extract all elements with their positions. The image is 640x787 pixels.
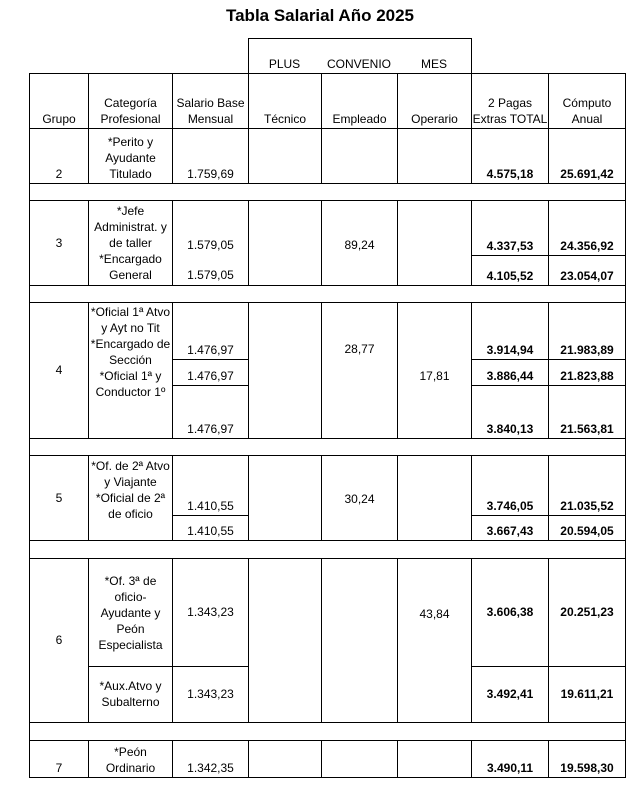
g3-categoria — [88, 200, 173, 286]
g5-tecnico — [248, 455, 322, 541]
header-operario: Operario — [397, 73, 472, 129]
g7-salario: 1.342,35 — [172, 740, 249, 778]
g7-empleado — [321, 740, 398, 778]
g2-grupo: 2 — [29, 128, 89, 184]
g4-empleado-cell — [321, 302, 398, 439]
g5-sal2: 1.410,55 — [172, 515, 249, 541]
g4-tecnico — [248, 302, 322, 439]
g5-cat2: *Oficial de 2ª de oficio — [95, 491, 166, 521]
g3-pagas1: 4.337,53 — [471, 200, 549, 256]
mes-label: MES — [420, 57, 447, 71]
g6-anual2: 19.611,21 — [548, 666, 626, 723]
g6-operario-cell — [397, 558, 472, 723]
header-empleado: Empleado — [321, 73, 398, 129]
g6-tecnico — [248, 558, 322, 723]
header-salario: Salario Base Mensual — [172, 73, 249, 129]
g4-sal1: 1.476,97 — [172, 302, 249, 360]
g3-grupo: 3 — [29, 200, 89, 286]
g5-categoria — [88, 455, 173, 541]
spacer-row — [29, 722, 626, 741]
g7-anual: 19.598,30 — [548, 740, 626, 778]
header-tecnico: Técnico — [248, 73, 322, 129]
g4-cat1: *Oficial 1ª Atvo y Ayt no Tit — [90, 305, 171, 335]
g3-cat1: *Jefe Administrat. y de taller — [94, 204, 167, 250]
g2-operario — [397, 128, 472, 184]
g2-salario: 1.759,69 — [172, 128, 249, 184]
g6-operario: 43,84 — [419, 607, 450, 621]
spacer-row — [29, 438, 626, 456]
g2-pagas: 4.575,18 — [471, 128, 549, 184]
g4-pagas3: 3.840,13 — [471, 385, 549, 439]
g4-empleado: 28,77 — [344, 342, 375, 356]
g2-anual: 25.691,42 — [548, 128, 626, 184]
g2-empleado — [321, 128, 398, 184]
g4-grupo: 4 — [29, 302, 89, 439]
g3-anual2: 23.054,07 — [548, 255, 626, 286]
g4-cat2: *Encargado de Sección — [90, 337, 171, 367]
g2-categoria: *Perito y Ayudante Titulado — [88, 128, 173, 184]
header-pagas: 2 Pagas Extras TOTAL — [471, 73, 549, 129]
g3-sal2: 1.579,05 — [187, 268, 234, 282]
g3-pagas2: 4.105,52 — [471, 255, 549, 286]
g7-grupo: 7 — [29, 740, 89, 778]
g5-anual1: 21.035,52 — [548, 455, 626, 516]
g3-tecnico — [248, 200, 322, 286]
g6-anual1: 20.251,23 — [548, 558, 626, 667]
g5-pagas1: 3.746,05 — [471, 455, 549, 516]
g4-sal2: 1.476,97 — [172, 359, 249, 386]
g3-operario — [397, 200, 472, 286]
g5-empleado: 30,24 — [344, 492, 375, 506]
g5-anual2: 20.594,05 — [548, 515, 626, 541]
g4-cat3: *Oficial 1ª y Conductor 1º — [95, 369, 166, 399]
g6-pagas2: 3.492,41 — [471, 666, 549, 723]
convenio-label: CONVENIO — [326, 57, 391, 71]
g6-cat1: *Of. 3ª de oficio- Ayudante y Peón Especialista — [88, 558, 173, 667]
g6-cat2: *Aux.Atvo y Subalterno — [88, 666, 173, 723]
g4-operario: 17,81 — [419, 369, 450, 383]
g3-anual1: 24.356,92 — [548, 200, 626, 256]
g5-grupo: 5 — [29, 455, 89, 541]
g4-pagas1: 3.914,94 — [471, 302, 549, 360]
header-categoria: Categoría Profesional — [88, 73, 173, 129]
g3-cat2: *Encargado General — [99, 252, 162, 282]
g5-pagas2: 3.667,43 — [471, 515, 549, 541]
g4-sal3: 1.476,97 — [172, 385, 249, 439]
spacer-row — [29, 540, 626, 559]
g5-cat1: *Of. de 2ª Atvo y Viajante — [91, 459, 170, 489]
spacer-row — [29, 183, 626, 201]
g6-pagas1: 3.606,38 — [471, 558, 549, 667]
g6-sal1: 1.343,23 — [172, 558, 249, 667]
g4-anual2: 21.823,88 — [548, 359, 626, 386]
g6-sal2: 1.343,23 — [172, 666, 249, 723]
g7-categoria: *Peón Ordinario — [88, 740, 173, 778]
header-computo: Cómputo Anual — [548, 73, 626, 129]
g2-tecnico — [248, 128, 322, 184]
g6-empleado — [321, 558, 398, 723]
g4-pagas2: 3.886,44 — [471, 359, 549, 386]
g4-categoria — [88, 302, 173, 439]
g5-sal1: 1.410,55 — [172, 455, 249, 516]
plus-label: PLUS — [268, 57, 301, 71]
g5-operario — [397, 455, 472, 541]
g4-anual1: 21.983,89 — [548, 302, 626, 360]
g3-empleado: 89,24 — [344, 238, 375, 252]
g7-operario — [397, 740, 472, 778]
page-title: Tabla Salarial Año 2025 — [225, 6, 415, 25]
g3-sal1: 1.579,05 — [187, 238, 234, 252]
g4-anual3: 21.563,81 — [548, 385, 626, 439]
header-grupo: Grupo — [29, 73, 89, 129]
g6-grupo: 6 — [29, 558, 89, 723]
g7-pagas: 3.490,11 — [471, 740, 549, 778]
g7-tecnico — [248, 740, 322, 778]
spacer-row — [29, 285, 626, 303]
